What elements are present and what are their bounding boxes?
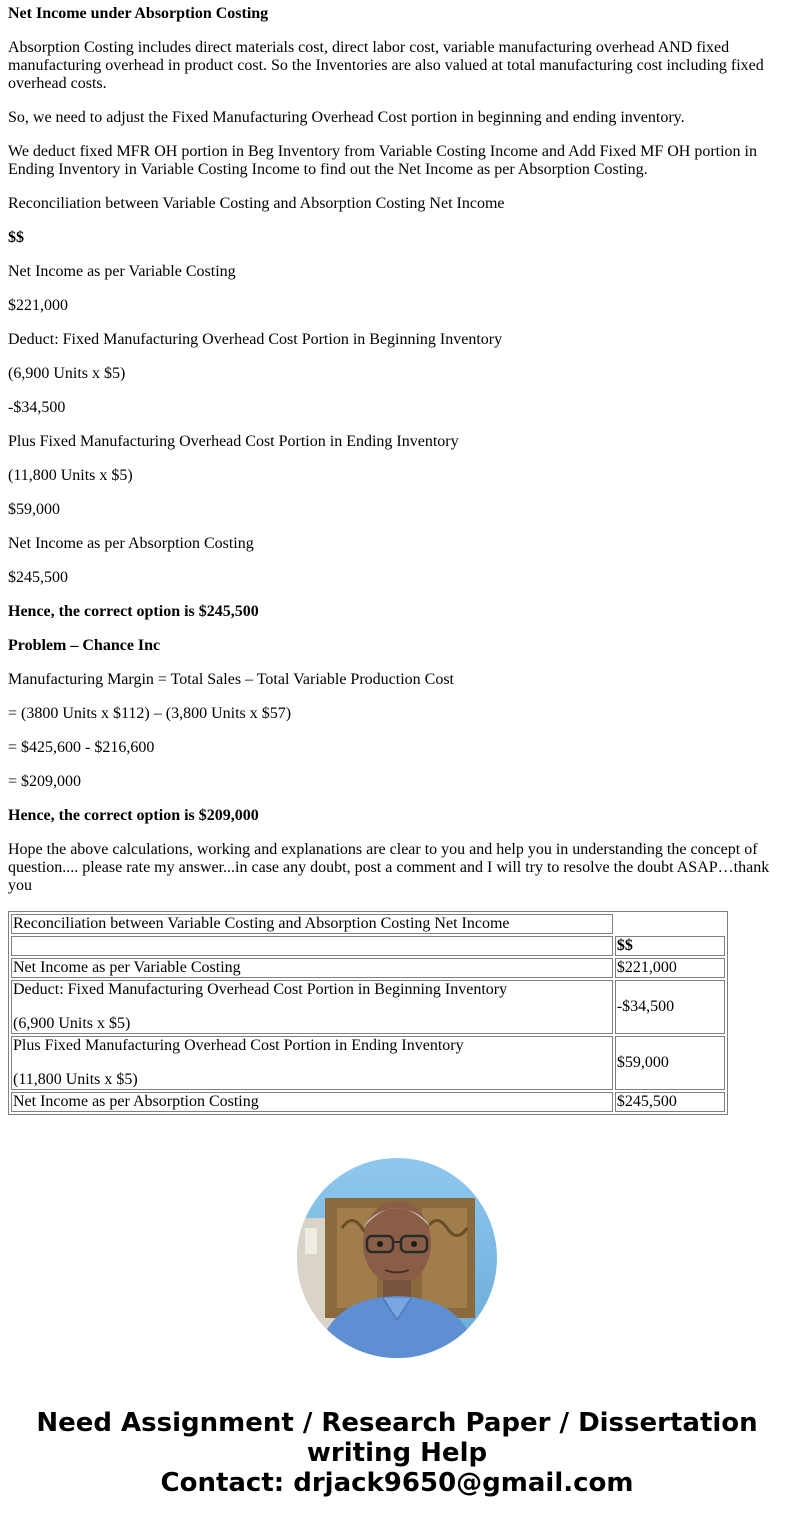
problem-two-step2: = $425,600 - $216,600 [8, 739, 155, 756]
table-label-text: Plus Fixed Manufacturing Overhead Cost Portion in Ending Inventory [13, 1037, 464, 1054]
reconciliation-table [8, 911, 728, 1115]
problem-two-step1: = (3800 Units x $112) – (3,800 Units x $57) [8, 705, 292, 722]
promo-contact: Contact: drjack9650@gmail.com [160, 1468, 634, 1498]
table-row [11, 936, 725, 956]
table-label-sub: (11,800 Units x $5) [13, 1071, 138, 1088]
problem-two-formula: Manufacturing Margin = Total Sales – Total Variable Production Cost [8, 671, 454, 688]
table-empty-cell [615, 914, 725, 934]
beg-value: -$34,500 [8, 399, 66, 416]
end-label: Plus Fixed Manufacturing Overhead Cost Portion in Ending Inventory [8, 433, 459, 450]
beg-label: Deduct: Fixed Manufacturing Overhead Cost Portion in Beginning Inventory [8, 331, 503, 348]
vc-value: $221,000 [8, 297, 68, 314]
table-value-cell: $245,500 [615, 1092, 725, 1112]
answer-content [0, 5, 794, 1115]
table-label-cell: Net Income as per Variable Costing [11, 958, 613, 978]
ac-label: Net Income as per Absorption Costing [8, 535, 254, 552]
intro-paragraph: Absorption Costing includes direct materials cost, direct labor cost, variable manufacturing overhead AND fixed manufacturing overhead in product cost. So the Inventories are also valued at total manufacturing cost including fixed overhead costs. [8, 39, 764, 92]
table-label-cell [11, 1036, 613, 1090]
table-title-cell: Reconciliation between Variable Costing and Absorption Costing Net Income [11, 914, 613, 934]
table-value-cell: $221,000 [615, 958, 725, 978]
problem-two-title: Problem – Chance Inc [8, 637, 161, 654]
recon-title: Reconciliation between Variable Costing and Absorption Costing Net Income [8, 195, 505, 212]
beg-calc: (6,900 Units x $5) [8, 365, 126, 382]
currency-header: $$ [8, 229, 24, 246]
table-header-cell: $$ [615, 936, 725, 956]
table-row [11, 914, 725, 934]
end-calc: (11,800 Units x $5) [8, 467, 133, 484]
table-label-sub: (6,900 Units x $5) [13, 1015, 131, 1032]
table-row [11, 1036, 725, 1090]
answer-one: Hence, the correct option is $245,500 [8, 603, 259, 620]
table-label-text: Deduct: Fixed Manufacturing Overhead Cost Portion in Beginning Inventory [13, 981, 508, 998]
table-row [11, 980, 725, 1034]
author-portrait-image [297, 1158, 497, 1358]
ac-value: $245,500 [8, 569, 68, 586]
vc-label: Net Income as per Variable Costing [8, 263, 236, 280]
end-value: $59,000 [8, 501, 60, 518]
table-label-cell [11, 980, 613, 1034]
closing-paragraph: Hope the above calculations, working and explanations are clear to you and help you in understanding the concept of question.... please rate my answer...in case any doubt, post a comment and I will try to resolve the doubt ASAP…thank you [8, 841, 770, 894]
answer-two: Hence, the correct option is $209,000 [8, 807, 259, 824]
table-row [11, 958, 725, 978]
table-empty-cell [11, 936, 613, 956]
author-avatar [297, 1158, 497, 1358]
adjust-paragraph: So, we need to adjust the Fixed Manufacturing Overhead Cost portion in beginning and ending inventory. [8, 109, 685, 126]
table-row [11, 1092, 725, 1112]
promo-banner [0, 1408, 794, 1498]
promo-line-1: Need Assignment / Research Paper / Dissertation [36, 1408, 758, 1438]
deduct-paragraph: We deduct fixed MFR OH portion in Beg Inventory from Variable Costing Income and Add Fixed MF OH portion in Ending Inventory in Variable Costing Income to find out the Net Income as per Absorption Costing. [8, 143, 757, 178]
table-label-cell: Net Income as per Absorption Costing [11, 1092, 613, 1112]
promo-line-2: writing Help [306, 1438, 488, 1468]
section-heading: Net Income under Absorption Costing [8, 5, 269, 22]
table-value-cell: $59,000 [615, 1036, 725, 1090]
table-value-cell: -$34,500 [615, 980, 725, 1034]
problem-two-step3: = $209,000 [8, 773, 82, 790]
